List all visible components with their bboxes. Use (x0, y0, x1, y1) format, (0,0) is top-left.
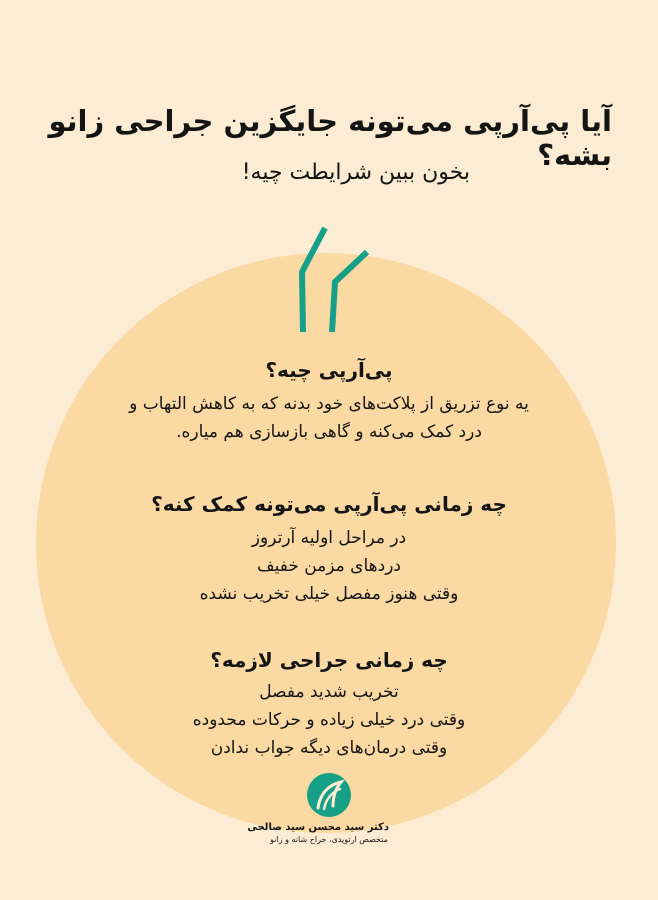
doctor-specialty: متخصص ارتوپدی، جراح شانه و زانو (270, 835, 388, 844)
section-line: دردهای مزمن خفیف (257, 556, 401, 576)
section-when-surgery-needed (60, 646, 598, 762)
clinic-logo (247, 772, 389, 845)
section-heading: پی‌آرپی چیه؟ (265, 358, 393, 382)
section-line: وقتی هنوز مفصل خیلی تخریب نشده (199, 584, 459, 604)
section-what-is-prp (60, 356, 598, 446)
section-line: در مراحل اولیه آرتروز (251, 528, 407, 548)
section-line: یه نوع تزریق از پلاکت‌های خود بدنه که به کاهش التهاب و (129, 394, 529, 414)
quote-mark-icon (290, 222, 370, 337)
leaf-logo-icon (306, 772, 352, 818)
section-when-prp-helps (60, 490, 598, 608)
section-line: درد کمک می‌کنه و گاهی بازسازی هم میاره. (176, 422, 482, 442)
section-line: تخریب شدید مفصل (259, 682, 399, 702)
page-subtitle: بخون ببین شرایطت چیه! (241, 160, 470, 185)
page-title: آیا پی‌آرپی می‌تونه جایگزین جراحی زانو بشه؟ (48, 104, 612, 172)
section-heading: چه زمانی پی‌آرپی می‌تونه کمک کنه؟ (151, 492, 507, 516)
doctor-name: دکتر سید محسن سید صالحی (247, 822, 389, 833)
section-line: وقتی درمان‌های دیگه جواب ندادن (210, 738, 448, 758)
section-line: وقتی درد خیلی زیاده و حرکات محدوده (192, 710, 466, 730)
section-heading: چه زمانی جراحی لازمه؟ (210, 648, 448, 672)
